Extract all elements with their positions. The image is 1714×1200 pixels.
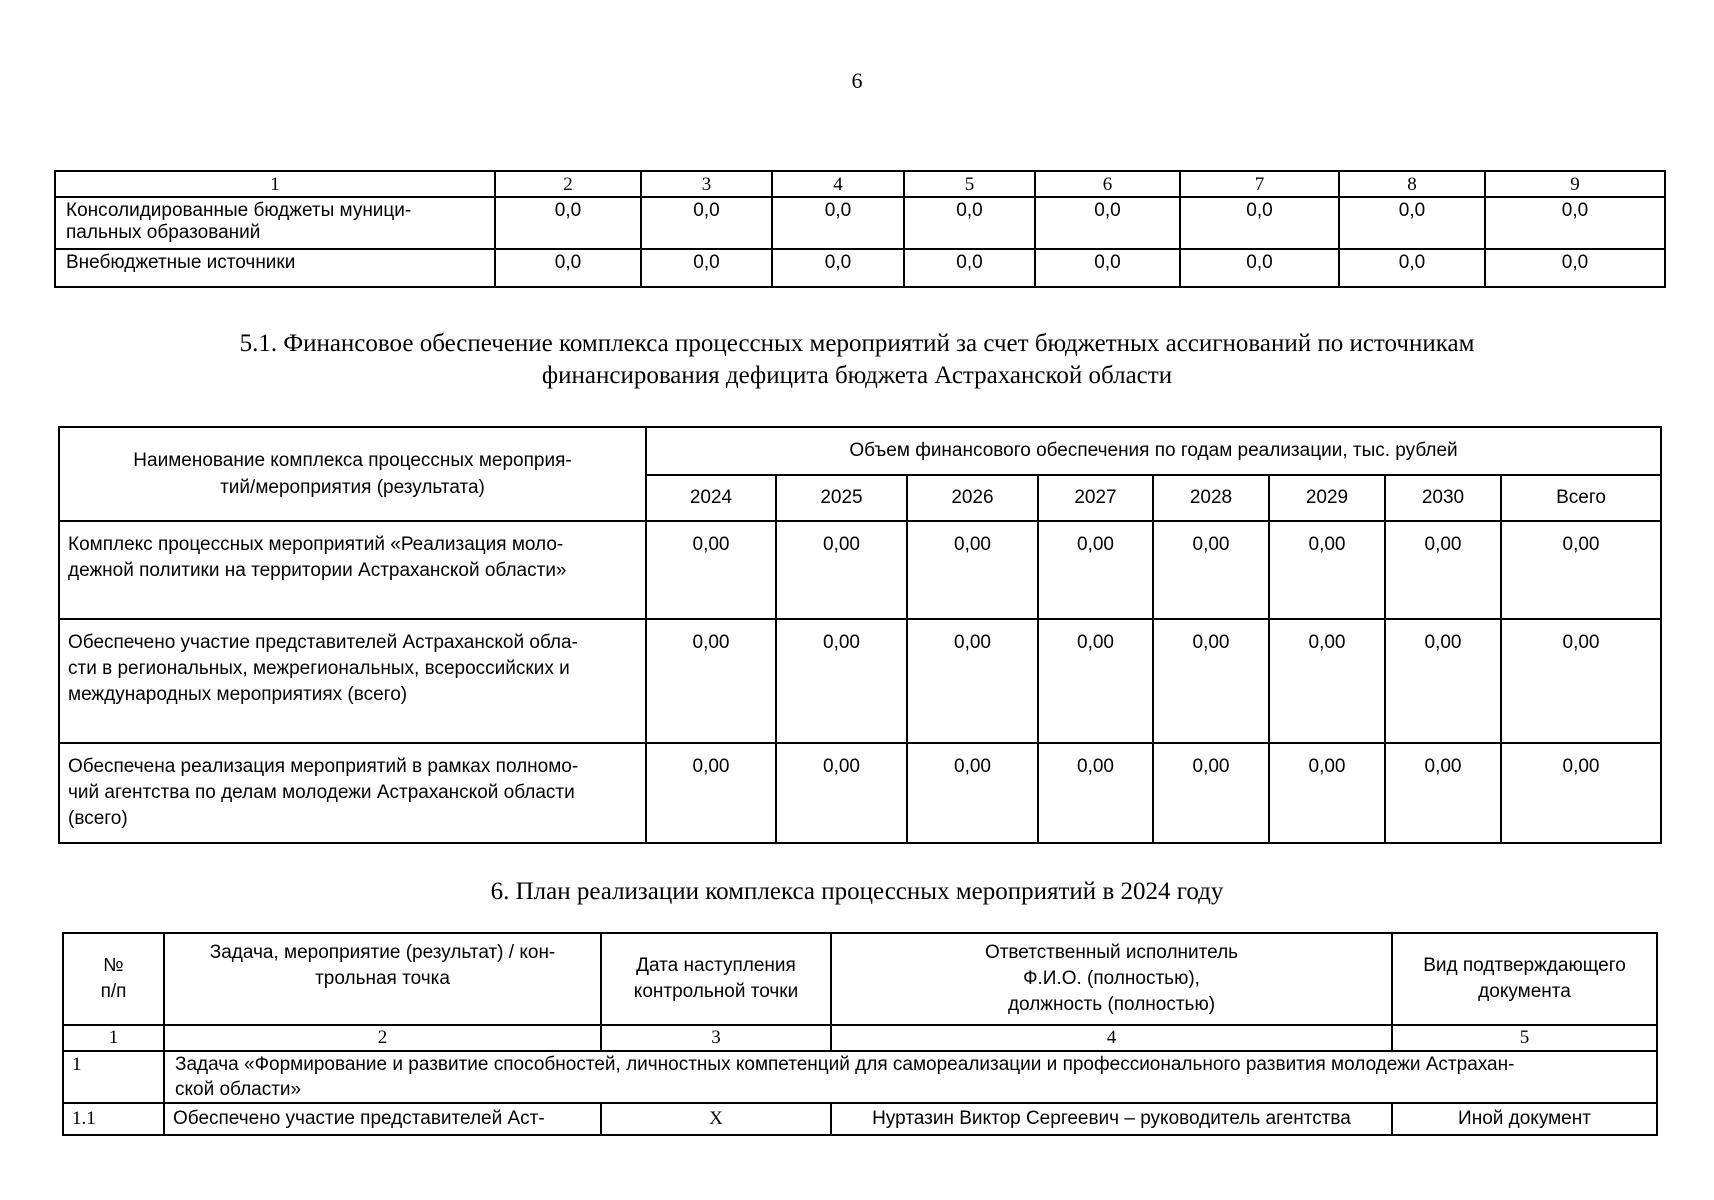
- column-number: 6: [1035, 171, 1180, 197]
- cell-value: 0,0: [1180, 249, 1339, 287]
- item-date: Х: [601, 1103, 831, 1135]
- year-header: 2029: [1269, 475, 1385, 521]
- header-document: Вид подтверждающего документа: [1392, 933, 1657, 1025]
- cell-value: 0,00: [1385, 619, 1501, 743]
- budget-sources-table: [54, 170, 1666, 288]
- cell-value: 0,00: [1501, 743, 1661, 843]
- column-number: 2: [164, 1025, 601, 1051]
- cell-value: 0,0: [772, 197, 904, 249]
- cell-value: 0,0: [1339, 197, 1485, 249]
- year-header: 2026: [907, 475, 1038, 521]
- section-5-1-title: 5.1. Финансовое обеспечение комплекса процессных мероприятий за счет бюджетных ассигнований по источникам финансирования дефицита бюджета Астраханской области: [239, 330, 1475, 389]
- section-6-title: 6. План реализации комплекса процессных мероприятий в 2024 году: [490, 878, 1224, 905]
- header-task: Задача, мероприятие (результат) / кон- трольная точка: [164, 933, 601, 1025]
- column-number: 1: [63, 1025, 164, 1051]
- cell-value: 0,0: [1339, 249, 1485, 287]
- column-number: 7: [1180, 171, 1339, 197]
- column-number: 4: [772, 171, 904, 197]
- row-name: Обеспечено участие представителей Астраханской обла- сти в региональных, межрегиональных, всероссийских и международных мероприятиях (всего): [59, 619, 646, 743]
- column-number: 3: [601, 1025, 831, 1051]
- year-header: 2028: [1153, 475, 1269, 521]
- cell-value: 0,0: [1180, 197, 1339, 249]
- plan-table: [62, 932, 1658, 1136]
- column-number: 3: [641, 171, 772, 197]
- total-header: Всего: [1501, 475, 1661, 521]
- cell-value: 0,00: [1385, 743, 1501, 843]
- cell-value: 0,0: [1485, 249, 1665, 287]
- column-number: 4: [831, 1025, 1392, 1051]
- cell-value: 0,0: [772, 249, 904, 287]
- item-task: Обеспечено участие представителей Аст-: [164, 1103, 601, 1135]
- cell-value: 0,00: [776, 521, 907, 619]
- cell-value: 0,0: [641, 197, 772, 249]
- cell-value: 0,0: [904, 197, 1035, 249]
- name-column-header: Наименование комплекса процессных мероприя- тий/мероприятия (результата): [59, 427, 646, 521]
- cell-value: 0,0: [641, 249, 772, 287]
- cell-value: 0,0: [904, 249, 1035, 287]
- row-name: Комплекс процессных мероприятий «Реализация моло- дежной политики на территории Астраханской области»: [59, 521, 646, 619]
- financing-table: [58, 426, 1662, 844]
- cell-value: 0,00: [1153, 521, 1269, 619]
- cell-value: 0,0: [1485, 197, 1665, 249]
- year-header: 2030: [1385, 475, 1501, 521]
- column-number: 2: [495, 171, 641, 197]
- row-name: Обеспечена реализация мероприятий в рамках полномо- чий агентства по делам молодежи Астраханской области (всего): [59, 743, 646, 843]
- table-row: [59, 521, 1661, 619]
- cell-value: 0,00: [1501, 521, 1661, 619]
- cell-value: 0,0: [495, 197, 641, 249]
- page-number: 6: [851, 68, 863, 93]
- cell-value: 0,00: [907, 743, 1038, 843]
- cell-value: 0,00: [646, 521, 776, 619]
- cell-value: 0,00: [1038, 619, 1153, 743]
- task-row: [63, 1051, 1657, 1103]
- cell-value: 0,00: [907, 521, 1038, 619]
- column-number-row: [55, 171, 1665, 197]
- table-row: [59, 619, 1661, 743]
- year-header: 2025: [776, 475, 907, 521]
- cell-value: 0,0: [495, 249, 641, 287]
- year-header: 2024: [646, 475, 776, 521]
- item-number: 1.1: [63, 1103, 164, 1135]
- table-row: [59, 743, 1661, 843]
- header-number: № п/п: [63, 933, 164, 1025]
- column-number: 8: [1339, 171, 1485, 197]
- cell-value: 0,0: [1035, 197, 1180, 249]
- cell-value: 0,0: [1035, 249, 1180, 287]
- table-row: [63, 1103, 1657, 1135]
- column-number-row: [63, 1025, 1657, 1051]
- cell-value: 0,00: [1153, 743, 1269, 843]
- cell-value: 0,00: [776, 743, 907, 843]
- cell-value: 0,00: [1153, 619, 1269, 743]
- table-header-row: [63, 933, 1657, 1025]
- header-executor: Ответственный исполнитель Ф.И.О. (полностью), должность (полностью): [831, 933, 1392, 1025]
- year-header: 2027: [1038, 475, 1153, 521]
- task-text: Задача «Формирование и развитие способностей, личностных компетенций для самореализации и профессионального развития молодежи Астрахан- ской области»: [164, 1051, 1657, 1103]
- cell-value: 0,00: [1269, 743, 1385, 843]
- column-number: 5: [1392, 1025, 1657, 1051]
- row-label: Внебюджетные источники: [55, 249, 495, 287]
- cell-value: 0,00: [646, 743, 776, 843]
- header-date: Дата наступления контрольной точки: [601, 933, 831, 1025]
- column-number: 9: [1485, 171, 1665, 197]
- item-executor: Нуртазин Виктор Сергеевич – руководитель агентства: [831, 1103, 1392, 1135]
- table-row: [55, 197, 1665, 249]
- table-row: [55, 249, 1665, 287]
- table-header-row: [59, 427, 1661, 475]
- cell-value: 0,00: [1501, 619, 1661, 743]
- item-document: Иной документ: [1392, 1103, 1657, 1135]
- task-number: 1: [63, 1051, 164, 1103]
- cell-value: 0,00: [1385, 521, 1501, 619]
- cell-value: 0,00: [907, 619, 1038, 743]
- cell-value: 0,00: [776, 619, 907, 743]
- cell-value: 0,00: [1038, 521, 1153, 619]
- column-number: 5: [904, 171, 1035, 197]
- cell-value: 0,00: [1038, 743, 1153, 843]
- volume-group-header: Объем финансового обеспечения по годам реализации, тыс. рублей: [646, 427, 1661, 475]
- cell-value: 0,00: [1269, 619, 1385, 743]
- cell-value: 0,00: [1269, 521, 1385, 619]
- row-label: Консолидированные бюджеты муници- пальных образований: [55, 197, 495, 249]
- column-number: 1: [55, 171, 495, 197]
- cell-value: 0,00: [646, 619, 776, 743]
